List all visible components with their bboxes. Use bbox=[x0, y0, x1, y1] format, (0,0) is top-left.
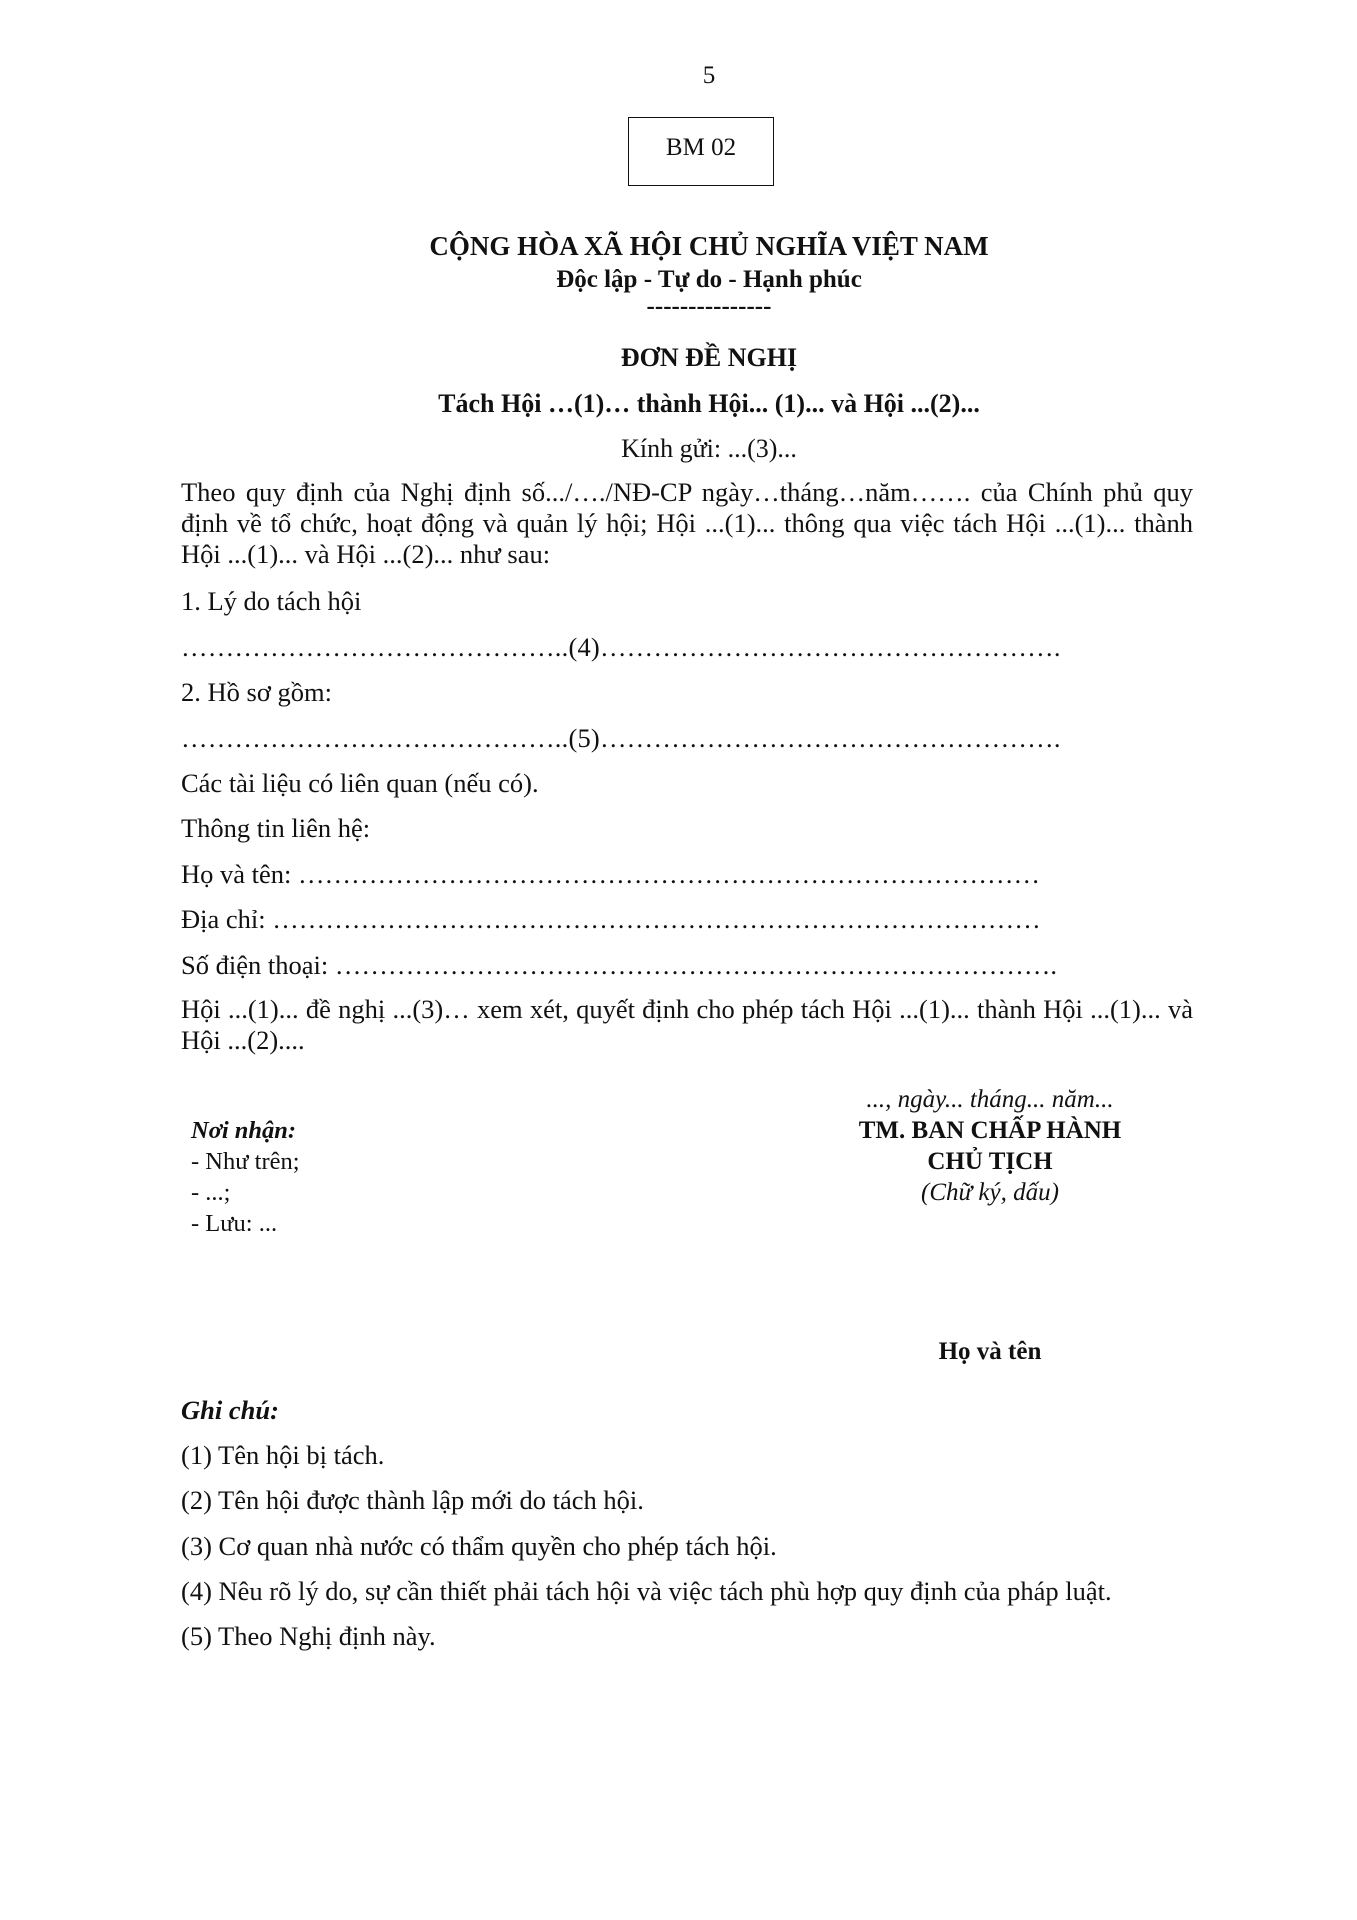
signature-note: (Chữ ký, dấu) bbox=[921, 1179, 1059, 1206]
contact-address-line: Địa chỉ: …………………………………………………………………………… bbox=[181, 904, 1041, 934]
recipients-label: Nơi nhận: bbox=[191, 1117, 297, 1144]
recipient-item: - Lưu: ... bbox=[191, 1210, 278, 1237]
note-item: (2) Tên hội được thành lập mới do tách hội. bbox=[181, 1485, 644, 1515]
recipient-item: - ...; bbox=[191, 1179, 231, 1206]
note-item: (5) Theo Nghị định này. bbox=[181, 1621, 436, 1651]
motto: Độc lập - Tự do - Hạnh phúc bbox=[556, 266, 862, 293]
section2-label: 2. Hồ sơ gồm: bbox=[181, 677, 332, 707]
contact-heading: Thông tin liên hệ: bbox=[181, 813, 371, 843]
request-paragraph: Hội ...(1)... đề nghị ...(3)… xem xét, quyết định cho phép tách Hội ...(1)... thành Hội ...(1)... và Hội ...(2).... bbox=[181, 994, 1193, 1055]
form-code-box: BM 02 bbox=[628, 117, 774, 186]
signature-position: CHỦ TỊCH bbox=[927, 1148, 1053, 1175]
note-item: (3) Cơ quan nhà nước có thẩm quyền cho phép tách hội. bbox=[181, 1531, 777, 1561]
page-number: 5 bbox=[702, 62, 716, 89]
note-item: (1) Tên hội bị tách. bbox=[181, 1440, 385, 1470]
section1-label: 1. Lý do tách hội bbox=[181, 586, 362, 616]
contact-phone-line: Số điện thoại: ………………………………………………………………………. bbox=[181, 950, 1057, 980]
section1-fill-line: ……………………………………..(4)……………………………………………. bbox=[181, 632, 1061, 662]
intro-paragraph: Theo quy định của Nghị định số.../…./NĐ-CP ngày…tháng…năm……. của Chính phủ quy định về tổ chức, hoạt động và quản lý hội; Hội ...(1)... thông qua việc tách Hội ...(1)... thành Hội ...(1)... và Hội ...(2)... như sau: bbox=[181, 477, 1193, 569]
signature-on-behalf: TM. BAN CHẤP HÀNH bbox=[858, 1117, 1122, 1144]
document-title: ĐƠN ĐỀ NGHỊ bbox=[620, 343, 798, 372]
signature-date-line: ..., ngày... tháng... năm... bbox=[866, 1086, 1114, 1113]
recipient-item: - Như trên; bbox=[191, 1148, 300, 1175]
related-documents: Các tài liệu có liên quan (nếu có). bbox=[181, 768, 539, 798]
section2-fill-line: ……………………………………..(5)……………………………………………. bbox=[181, 723, 1061, 753]
addressee: Kính gửi: ...(3)... bbox=[621, 434, 797, 463]
contact-name-line: Họ và tên: ………………………………………………………………………… bbox=[181, 859, 1041, 889]
header-separator: --------------- bbox=[646, 293, 772, 320]
note-item: (4) Nêu rõ lý do, sự cần thiết phải tách hội và việc tách phù hợp quy định của pháp luật. bbox=[181, 1576, 1112, 1606]
signature-full-name: Họ và tên bbox=[938, 1338, 1042, 1365]
nation-heading: CỘNG HÒA XÃ HỘI CHỦ NGHĨA VIỆT NAM bbox=[429, 231, 989, 261]
notes-label: Ghi chú: bbox=[181, 1395, 279, 1425]
document-subtitle: Tách Hội …(1)… thành Hội... (1)... và Hội ...(2)... bbox=[438, 389, 980, 418]
